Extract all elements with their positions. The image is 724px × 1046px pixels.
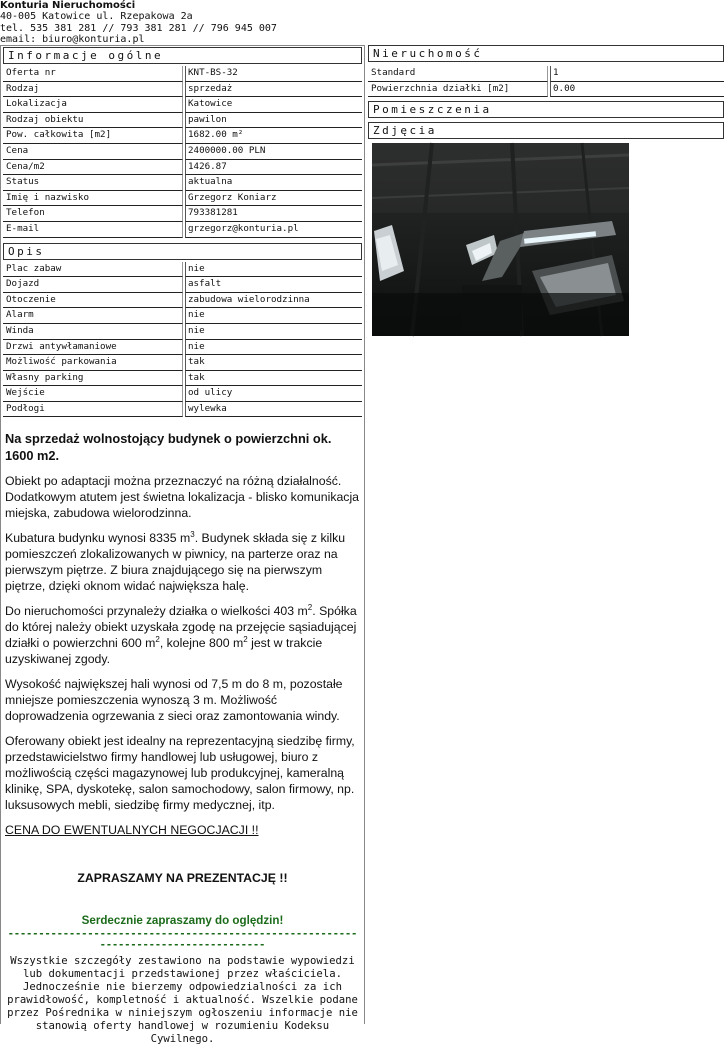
property-photo[interactable] — [372, 143, 724, 336]
section-title-rooms: Pomieszczenia — [368, 101, 724, 118]
section-title-general-info: Informacje ogólne — [3, 47, 362, 64]
field-value: asfalt — [185, 277, 362, 293]
table-row — [3, 293, 362, 309]
table-row — [3, 386, 362, 402]
field-label: Podłogi — [3, 402, 183, 418]
field-value: sprzedaż — [185, 82, 362, 98]
field-value: 793381281 — [185, 206, 362, 222]
field-value: nie — [185, 324, 362, 340]
table-row — [3, 402, 362, 418]
property-table — [368, 66, 724, 97]
field-label: Cena — [3, 144, 183, 160]
field-label: E-mail — [3, 222, 183, 238]
company-name: Konturia Nieruchomości — [0, 0, 136, 11]
table-row — [3, 175, 362, 191]
field-value: tak — [185, 355, 362, 371]
table-row — [3, 113, 362, 129]
field-value: 1 — [550, 66, 724, 82]
field-value: 2400000.00 PLN — [185, 144, 362, 160]
field-label: Alarm — [3, 308, 183, 324]
table-row — [3, 324, 362, 340]
field-label: Wejście — [3, 386, 183, 402]
listing-description — [1, 431, 364, 1046]
text-fragment: Do nieruchomości przynależy działka o wielkości 403 m — [5, 604, 308, 619]
table-row — [3, 191, 362, 207]
company-address: 40-005 Katowice ul. Rzepakowa 2a — [0, 11, 193, 23]
field-value: nie — [185, 308, 362, 324]
field-label: Plac zabaw — [3, 262, 183, 278]
field-label: Rodzaj — [3, 82, 183, 98]
section-title-property: Nieruchomość — [368, 45, 724, 62]
field-label: Telefon — [3, 206, 183, 222]
field-value: nie — [185, 340, 362, 356]
table-row — [3, 160, 362, 176]
field-label: Otoczenie — [3, 293, 183, 309]
superscript: 2 — [243, 635, 248, 645]
field-label: Standard — [368, 66, 548, 82]
text-fragment: , kolejne 800 m — [159, 636, 244, 651]
table-row — [3, 277, 362, 293]
right-column — [368, 45, 724, 336]
text-fragment: . Spółka do której należy obiekt uzyskała zgodę na przejęcie sąsiadującej działki o powierzchni 600 m — [5, 604, 357, 651]
field-value: 0.00 — [550, 82, 724, 98]
field-value: wylewka — [185, 402, 362, 418]
table-row — [3, 128, 362, 144]
field-value: od ulicy — [185, 386, 362, 402]
description-paragraph: Obiekt po adaptacji można przeznaczyć na różną działalność. Dodatkowym atutem jest świetna lokalizacja - blisko komunikacja miejska, zabudowa wielorodzinna. — [5, 474, 360, 521]
text-fragment: jest w trakcie uzyskiwanej zgody. — [5, 636, 323, 667]
table-row — [3, 340, 362, 356]
dashed-divider: ------------------------------------------------------------------------------------ — [7, 929, 358, 952]
field-value: zabudowa wielorodzinna — [185, 293, 362, 309]
field-value: KNT-BS-32 — [185, 66, 362, 82]
agency-header — [0, 0, 360, 45]
hall-interior-photo — [372, 143, 629, 336]
table-row — [3, 66, 362, 82]
field-value: pawilon — [185, 113, 362, 129]
company-email: email: biuro@konturia.pl — [0, 33, 145, 45]
section-title-photos: Zdjęcia — [368, 122, 724, 139]
table-row — [3, 308, 362, 324]
field-label: Oferta nr — [3, 66, 183, 82]
field-label: Pow. całkowita [m2] — [3, 128, 183, 144]
field-label: Cena/m2 — [3, 160, 183, 176]
table-row — [3, 355, 362, 371]
field-value: nie — [185, 262, 362, 278]
field-label: Powierzchnia działki [m2] — [368, 82, 548, 98]
table-row — [3, 144, 362, 160]
table-row — [3, 222, 362, 238]
text-fragment: . Budynek składa się z kilku pomieszczeń zlokalizowanych w piwnicy, na parterze oraz na pierwszym piętrze. Z biura znajdującego się na pierwszym piętrze, dzięki oknom widać największa halę. — [5, 531, 346, 594]
presentation-invite: ZAPRASZAMY NA PREZENTACJĘ !! — [77, 871, 288, 886]
field-label: Lokalizacja — [3, 97, 183, 113]
field-label: Imię i nazwisko — [3, 191, 183, 207]
field-label: Winda — [3, 324, 183, 340]
field-label: Rodzaj obiektu — [3, 113, 183, 129]
legal-disclaimer: Wszystkie szczegóły zestawiono na podstawie wypowiedzi lub dokumentacji przedstawionej przez właściciela. Jednocześnie nie bierzemy odpowiedzialności za ich prawidłowość, kompletność i aktualność. Wszelkie podane przez Pośrednika w niniejszym ogłoszeniu informacje nie stanowią oferty handlowej w rozumieniu Kodeksu Cywilnego. — [7, 955, 358, 1046]
field-value: Katowice — [185, 97, 362, 113]
table-row — [368, 66, 724, 82]
field-value: grzegorz@konturia.pl — [185, 222, 362, 238]
table-row — [3, 206, 362, 222]
general-info-table — [3, 66, 362, 238]
superscript: 3 — [190, 530, 195, 540]
field-label: Status — [3, 175, 183, 191]
superscript: 2 — [307, 603, 313, 613]
field-value: Grzegorz Koniarz — [185, 191, 362, 207]
welcome-note: Serdecznie zapraszamy do oględzin! — [81, 914, 284, 928]
table-row — [3, 371, 362, 387]
left-column — [0, 45, 365, 1046]
table-row — [3, 97, 362, 113]
table-row — [368, 82, 724, 98]
field-value: 1426.87 — [185, 160, 362, 176]
description-paragraph — [5, 603, 360, 667]
section-title-description: Opis — [3, 243, 362, 260]
company-phones: tel. 535 381 281 // 793 381 281 // 796 945 007 — [0, 22, 277, 34]
field-value: tak — [185, 371, 362, 387]
field-label: Dojazd — [3, 277, 183, 293]
features-table — [3, 262, 362, 418]
field-label: Możliwość parkowania — [3, 355, 183, 371]
field-label: Własny parking — [3, 371, 183, 387]
table-row — [3, 82, 362, 98]
description-paragraph: Oferowany obiekt jest idealny na reprezentacyjną siedzibę firmy, przedstawicielstwo firmy handlowej lub usługowej, biuro z możliwością części magazynowej lub produkcyjnej, kameralną klinikę, SPA, dyskotekę, salon samochodowy, salon firmowy, np. luksusowych mebli, siedzibę firmy medycznej, itp. — [5, 734, 355, 813]
field-label: Drzwi antywłamaniowe — [3, 340, 183, 356]
superscript: 2 — [155, 635, 160, 645]
negotiation-note: CENA DO EWENTUALNYCH NEGOCJACJI !! — [5, 823, 259, 838]
field-value: aktualna — [185, 175, 362, 191]
description-paragraph: Wysokość największej hali wynosi od 7,5 m do 8 m, pozostałe mniejsze pomieszczenia wynoszą 3 m. Możliwość doprowadzenia ogrzewania z sieci oraz zamontowania windy. — [5, 677, 343, 724]
field-value: 1682.00 m² — [185, 128, 362, 144]
table-row — [3, 262, 362, 278]
text-fragment: Kubatura budynku wynosi 8335 m — [5, 531, 191, 546]
description-lead: Na sprzedaż wolnostojący budynek o powierzchni ok. 1600 m2. — [5, 431, 332, 463]
description-paragraph — [5, 530, 360, 594]
